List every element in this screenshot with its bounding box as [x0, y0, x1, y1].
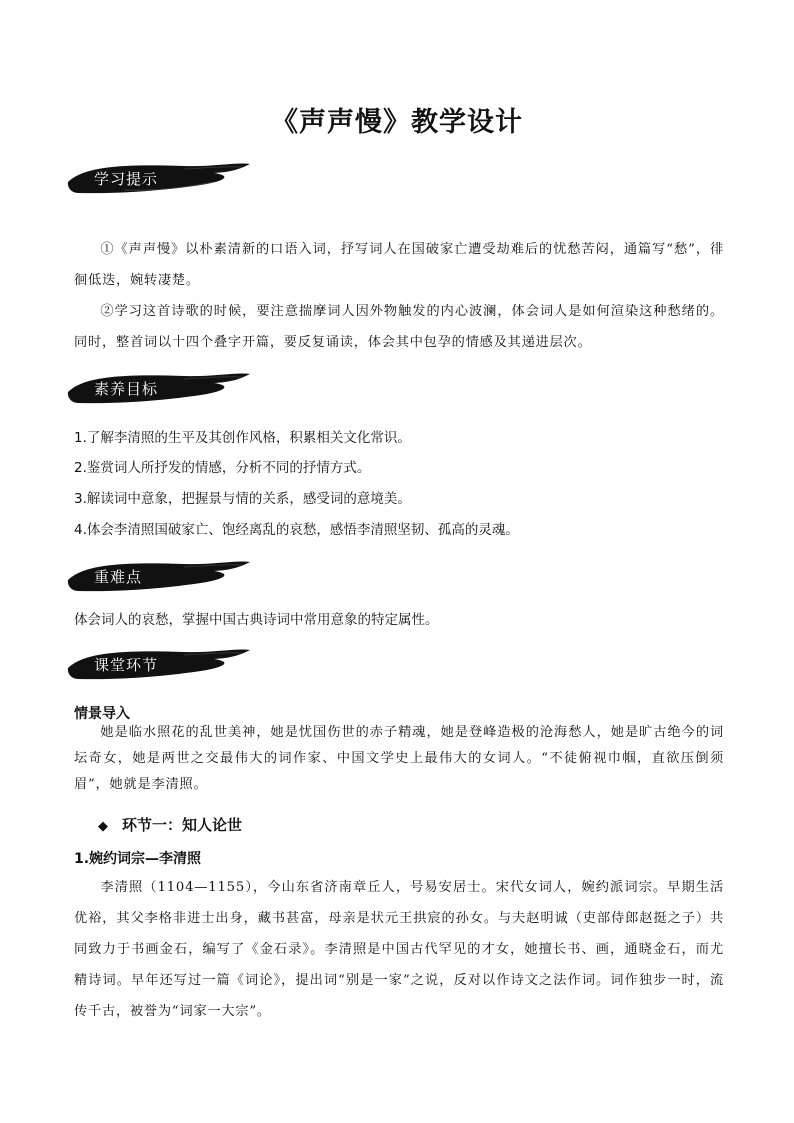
- goal-item: 1.了解李清照的生平及其创作风格，积累相关文化常识。: [74, 430, 411, 446]
- brush-stroke-icon: [64, 558, 254, 596]
- goal-item: 4.体会李清照国破家亡、饱经离乱的哀愁，感悟李清照坚韧、孤高的灵魂。: [74, 522, 519, 538]
- section-header-key-points: [64, 558, 254, 596]
- diamond-bullet-icon: ◆: [98, 819, 108, 834]
- intro-paragraph: 她是临水照花的乱世美神，她是忧国伤世的赤子精魂，她是登峰造极的沧海愁人，她是旷古绝今的词坛奇女，她是两世之交最伟大的词作家、中国文学史上最伟大的女词人。“不徒俯视巾帼，直欲压倒须眉”，她就是李清照。: [74, 725, 724, 792]
- step-one-heading: [98, 814, 242, 835]
- goal-item: 3.解读词中意象，把握景与情的关系，感受词的意境美。: [74, 491, 411, 507]
- tips-paragraph-2: ②学习这首诗歌的时候，要注意揣摩词人因外物触发的内心波澜，体会词人是如何渲染这种愁绪的。同时，整首词以十四个叠字开篇，要反复诵读，体会其中包孕的情感及其递进层次。: [74, 304, 724, 350]
- brush-stroke-icon: [64, 160, 254, 198]
- section-header-class: [64, 646, 254, 684]
- page-title: 《声声慢》教学设计: [271, 107, 523, 138]
- subsection-title: 1.婉约词宗—李清照: [74, 851, 202, 867]
- section-header-goals: [64, 370, 254, 408]
- goal-item: 2.鉴赏词人所抒发的情感，分析不同的抒情方式。: [74, 460, 371, 476]
- intro-title: 情景导入: [74, 706, 130, 722]
- section-label: 课堂环节: [94, 656, 159, 674]
- tips-paragraph-1: ①《声声慢》以朴素清新的口语入词，抒写词人在国破家亡遭受劫难后的忧愁苦闷，通篇写“愁”，徘徊低迭，婉转凄楚。: [74, 242, 724, 288]
- key-points-text: 体会词人的哀愁，掌握中国古典诗词中常用意象的特定属性。: [74, 612, 439, 628]
- brush-stroke-icon: [64, 646, 254, 684]
- biography-paragraph: 李清照（1104—1155），今山东省济南章丘人，号易安居士。宋代女词人，婉约派词宗。早期生活优裕，其父李格非进士出身，藏书甚富，母亲是状元王拱宸的孙女。与夫赵明诚（吏部侍郎赵挺之子）共同致力于书画金石，编写了《金石录》。李清照是中国古代罕见的才女，她擅长书、画，通晓金石，而尤精诗词。早年还写过一篇《词论》，提出词“别是一家”之说，反对以作诗文之法作词。词作独步一时，流传千古，被誉为“词家一大宗”。: [74, 880, 724, 1019]
- step-one-title: 环节一：知人论世: [122, 816, 243, 834]
- section-label: 重难点: [94, 568, 143, 586]
- brush-stroke-icon: [64, 370, 254, 408]
- section-label: 学习提示: [94, 170, 159, 188]
- section-header-tips: [64, 160, 254, 198]
- section-label: 素养目标: [94, 380, 159, 398]
